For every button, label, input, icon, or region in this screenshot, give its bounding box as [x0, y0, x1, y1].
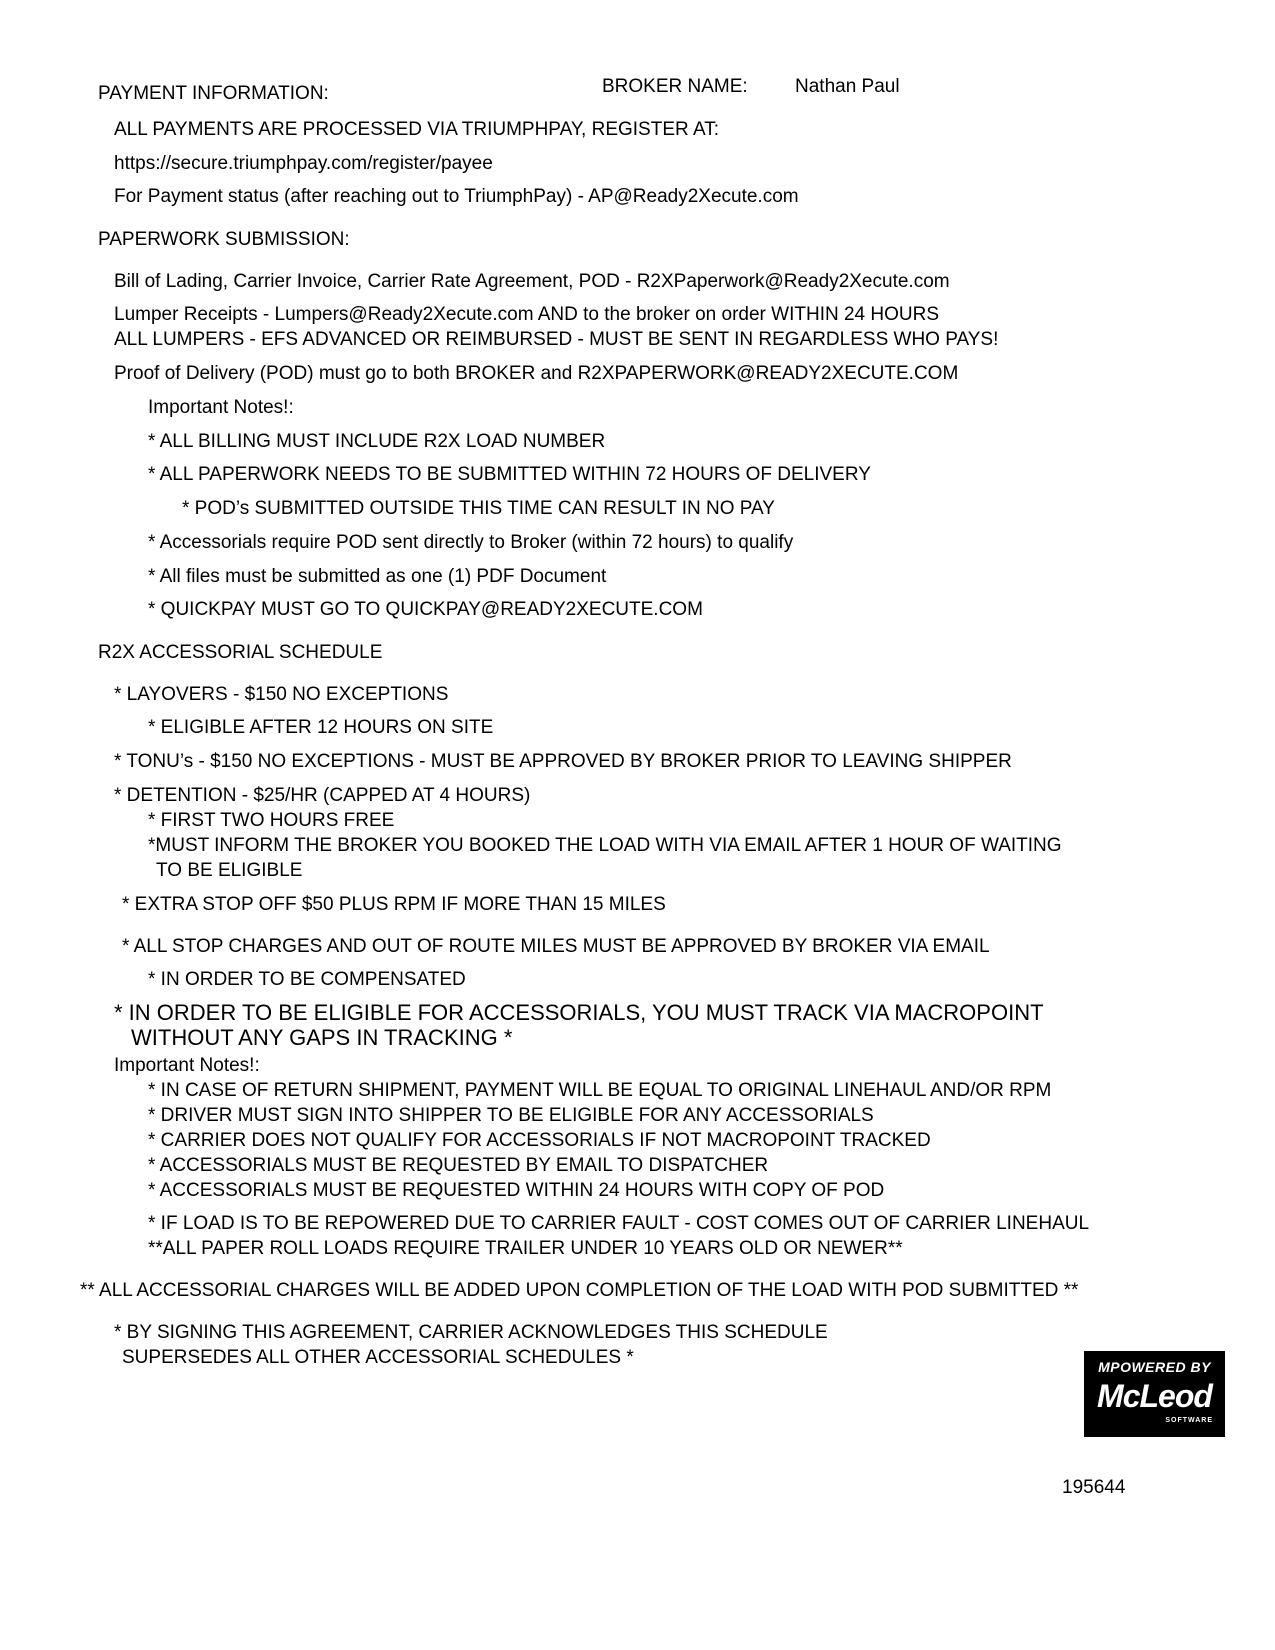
schedule-layovers: * LAYOVERS - $150 NO EXCEPTIONS	[114, 684, 449, 705]
schedule-stop-charges-sub: * IN ORDER TO BE COMPENSATED	[148, 969, 466, 990]
schedule-repower: * IF LOAD IS TO BE REPOWERED DUE TO CARRIER FAULT - COST COMES OUT OF CARRIER LINEHAUL	[148, 1213, 1090, 1234]
paperwork-note: * All files must be submitted as one (1) PDF Document	[148, 566, 607, 587]
schedule-tracking-line: * IN ORDER TO BE ELIGIBLE FOR ACCESSORIALS, YOU MUST TRACK VIA MACROPOINT	[114, 1000, 1044, 1025]
schedule-detention-sub: * FIRST TWO HOURS FREE	[148, 810, 395, 831]
schedule-signing-line: * BY SIGNING THIS AGREEMENT, CARRIER ACKNOWLEDGES THIS SCHEDULE	[114, 1322, 828, 1343]
paperwork-bol-line: Bill of Lading, Carrier Invoice, Carrier Rate Agreement, POD - R2XPaperwork@Ready2Xecute.com	[114, 271, 950, 292]
payment-status-line: For Payment status (after reaching out to TriumphPay) - AP@Ready2Xecute.com	[114, 186, 799, 207]
payment-heading: PAYMENT INFORMATION:	[98, 83, 329, 104]
schedule-note: * ACCESSORIALS MUST BE REQUESTED BY EMAIL TO DISPATCHER	[148, 1155, 769, 1176]
paperwork-lumper-line: Lumper Receipts - Lumpers@Ready2Xecute.com AND to the broker on order WITHIN 24 HOURS	[114, 304, 939, 325]
triumphpay-url: https://secure.triumphpay.com/register/payee	[114, 153, 493, 174]
mcleod-logo	[1084, 1351, 1225, 1437]
broker-name-value: Nathan Paul	[795, 76, 900, 97]
schedule-layovers-sub: * ELIGIBLE AFTER 12 HOURS ON SITE	[148, 717, 494, 738]
schedule-stop-charges: * ALL STOP CHARGES AND OUT OF ROUTE MILES MUST BE APPROVED BY BROKER VIA EMAIL	[122, 936, 990, 957]
paperwork-pod-line: Proof of Delivery (POD) must go to both BROKER and R2XPAPERWORK@READY2XECUTE.COM	[114, 363, 959, 384]
schedule-tracking-line: WITHOUT ANY GAPS IN TRACKING *	[131, 1025, 513, 1050]
schedule-note: * CARRIER DOES NOT QUALIFY FOR ACCESSORIALS IF NOT MACROPOINT TRACKED	[148, 1130, 931, 1151]
schedule-all-charges: ** ALL ACCESSORIAL CHARGES WILL BE ADDED UPON COMPLETION OF THE LOAD WITH POD SUBMITTED **	[80, 1280, 1079, 1301]
schedule-note: * DRIVER MUST SIGN INTO SHIPPER TO BE ELIGIBLE FOR ANY ACCESSORIALS	[148, 1105, 874, 1126]
paperwork-note: * ALL PAPERWORK NEEDS TO BE SUBMITTED WITHIN 72 HOURS OF DELIVERY	[148, 464, 871, 485]
schedule-notes-heading: Important Notes!:	[114, 1055, 260, 1076]
document-number: 195644	[1062, 1477, 1126, 1498]
broker-name-label: BROKER NAME:	[602, 76, 748, 97]
paperwork-heading: PAPERWORK SUBMISSION:	[98, 229, 350, 250]
paperwork-note: * QUICKPAY MUST GO TO QUICKPAY@READY2XECUTE.COM	[148, 599, 703, 620]
schedule-tonu: * TONU’s - $150 NO EXCEPTIONS - MUST BE APPROVED BY BROKER PRIOR TO LEAVING SHIPPER	[114, 751, 1012, 772]
payment-processing-line: ALL PAYMENTS ARE PROCESSED VIA TRIUMPHPAY, REGISTER AT:	[114, 119, 720, 140]
logo-name-text: McLeod	[1097, 1378, 1212, 1414]
logo-top-text: MPOWERED BY	[1098, 1359, 1211, 1375]
schedule-heading: R2X ACCESSORIAL SCHEDULE	[98, 642, 383, 663]
schedule-paper-roll: **ALL PAPER ROLL LOADS REQUIRE TRAILER UNDER 10 YEARS OLD OR NEWER**	[148, 1238, 903, 1259]
schedule-signing-line: SUPERSEDES ALL OTHER ACCESSORIAL SCHEDULES *	[122, 1347, 634, 1368]
schedule-note: * ACCESSORIALS MUST BE REQUESTED WITHIN 24 HOURS WITH COPY OF POD	[148, 1180, 885, 1201]
paperwork-note: * Accessorials require POD sent directly to Broker (within 72 hours) to qualify	[148, 532, 794, 553]
schedule-detention-sub: TO BE ELIGIBLE	[156, 860, 303, 881]
paperwork-lumpers-all-line: ALL LUMPERS - EFS ADVANCED OR REIMBURSED - MUST BE SENT IN REGARDLESS WHO PAYS!	[114, 329, 999, 350]
schedule-note: * IN CASE OF RETURN SHIPMENT, PAYMENT WILL BE EQUAL TO ORIGINAL LINEHAUL AND/OR RPM	[148, 1080, 1052, 1101]
paperwork-notes-heading: Important Notes!:	[148, 397, 294, 418]
schedule-detention: * DETENTION - $25/HR (CAPPED AT 4 HOURS)	[114, 785, 531, 806]
schedule-detention-sub: *MUST INFORM THE BROKER YOU BOOKED THE LOAD WITH VIA EMAIL AFTER 1 HOUR OF WAITING	[148, 835, 1062, 856]
paperwork-note: * POD’s SUBMITTED OUTSIDE THIS TIME CAN RESULT IN NO PAY	[182, 498, 775, 519]
schedule-extra-stop: * EXTRA STOP OFF $50 PLUS RPM IF MORE THAN 15 MILES	[122, 894, 666, 915]
paperwork-note: * ALL BILLING MUST INCLUDE R2X LOAD NUMBER	[148, 431, 606, 452]
logo-sub-text: SOFTWARE	[1165, 1417, 1213, 1424]
